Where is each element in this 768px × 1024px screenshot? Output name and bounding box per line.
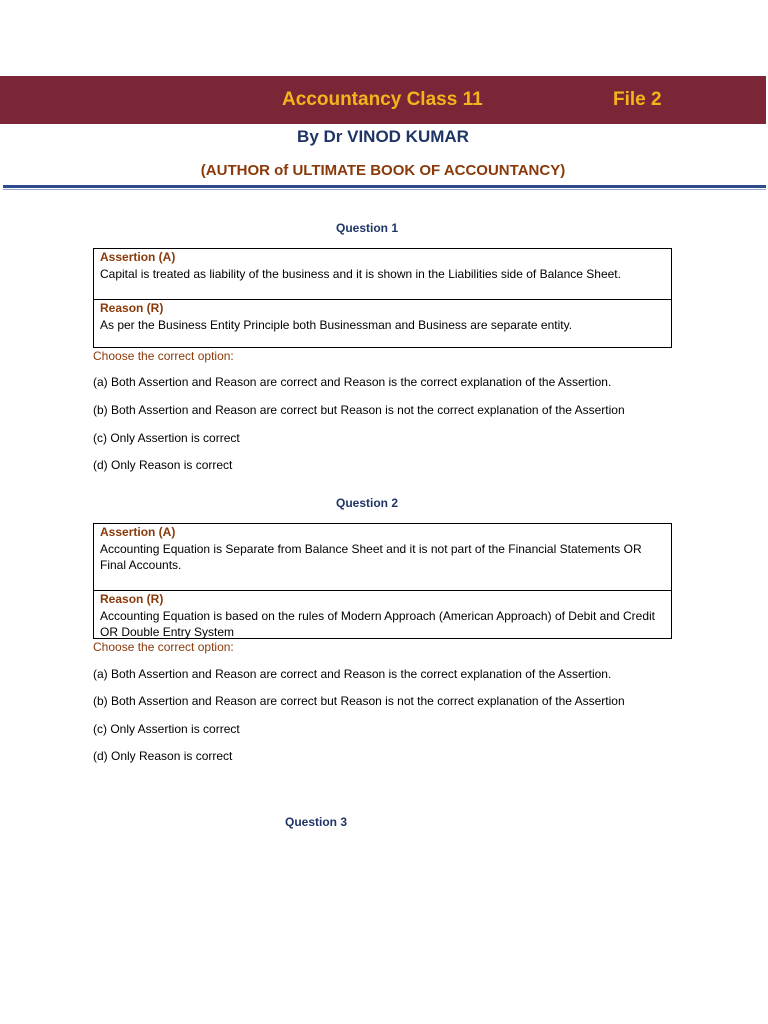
question-2-heading: Question 2 (336, 496, 399, 510)
assertion-cell (94, 524, 671, 590)
question-2-box (93, 523, 672, 639)
option-b: (b) Both Assertion and Reason are correct but Reason is not the correct explanation of the Assertion (93, 694, 625, 708)
author-line: By Dr VINOD KUMAR (297, 127, 469, 146)
reason-text: As per the Business Entity Principle both Businessman and Business are separate entity. (100, 318, 573, 332)
choose-prompt: Choose the correct option: (93, 640, 234, 654)
reason-label: Reason (R) (100, 592, 164, 606)
option-c: (c) Only Assertion is correct (93, 431, 240, 445)
reason-text: Accounting Equation is based on the rules of Modern Approach (American Approach) of Debit and Credit OR Double Entry System (100, 609, 655, 639)
option-a: (a) Both Assertion and Reason are correct and Reason is the correct explanation of the Assertion. (93, 375, 612, 389)
question-3-heading: Question 3 (285, 815, 348, 829)
assertion-text: Capital is treated as liability of the business and it is shown in the Liabilities side of Balance Sheet. (100, 267, 621, 281)
option-b: (b) Both Assertion and Reason are correct but Reason is not the correct explanation of the Assertion (93, 403, 625, 417)
header-rule-thin (3, 189, 766, 190)
reason-cell (94, 590, 671, 638)
option-c: (c) Only Assertion is correct (93, 722, 240, 736)
file-label: File 2 (613, 89, 662, 110)
option-a: (a) Both Assertion and Reason are correct and Reason is the correct explanation of the Assertion. (93, 667, 612, 681)
reason-cell (94, 299, 671, 347)
author-subtitle: (AUTHOR of ULTIMATE BOOK OF ACCOUNTANCY) (200, 162, 566, 179)
reason-label: Reason (R) (100, 301, 164, 315)
question-1-heading: Question 1 (336, 221, 399, 235)
choose-prompt: Choose the correct option: (93, 349, 234, 363)
assertion-text: Accounting Equation is Separate from Balance Sheet and it is not part of the Financial Statements OR Final Accounts. (100, 542, 642, 572)
option-d: (d) Only Reason is correct (93, 458, 233, 472)
assertion-label: Assertion (A) (100, 525, 176, 539)
document-title: Accountancy Class 11 (282, 89, 483, 110)
option-d: (d) Only Reason is correct (93, 749, 233, 763)
assertion-cell (94, 249, 671, 299)
assertion-label: Assertion (A) (100, 250, 176, 264)
header-rule (3, 185, 766, 188)
question-1-box (93, 248, 672, 348)
